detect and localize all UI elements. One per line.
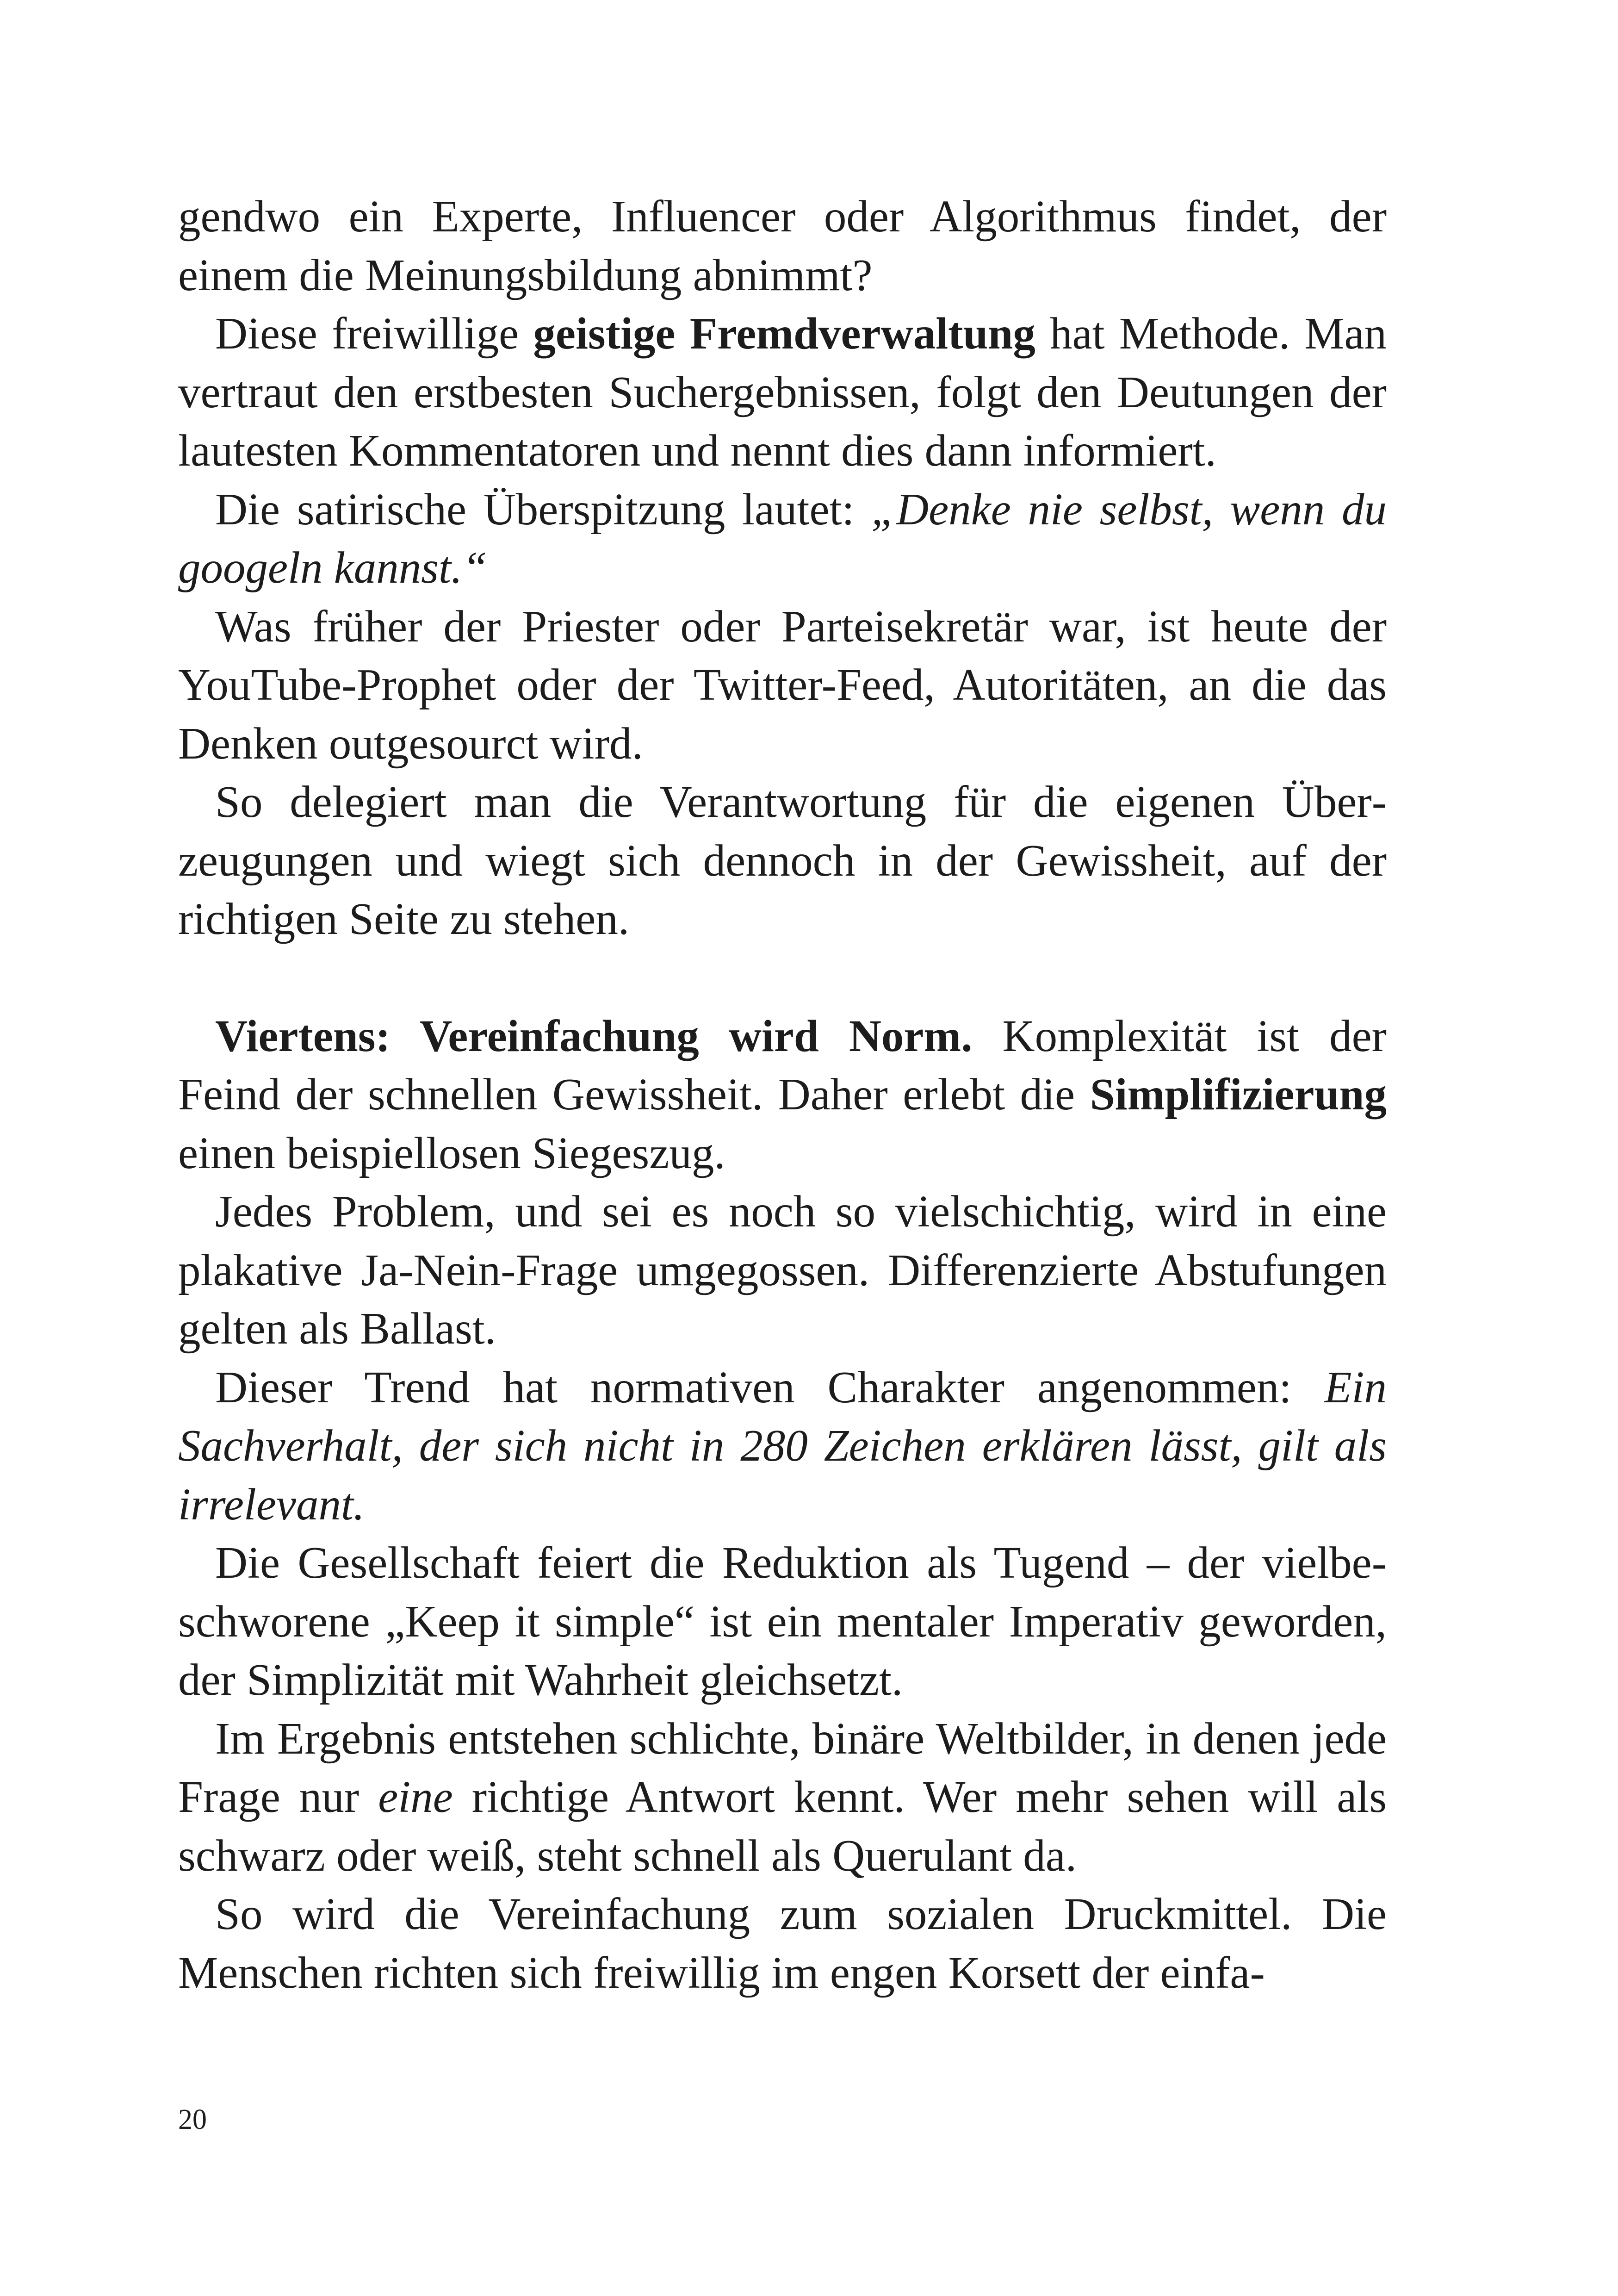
paragraph-satire-quote (178, 480, 1387, 597)
run-in-heading: Viertens: Vereinfachung wird Norm. (215, 1011, 973, 1061)
paragraph-continuation (178, 187, 1387, 305)
paragraph-viertens-heading (178, 1007, 1387, 1183)
paragraph-text: Die Gesellschaft feiert die Reduktion als Tugend – der vielbeschworene „Keep it simple“ ist ein mentaler Imperativ geworden, der Simplizität mit Wahrheit gleichsetzt. (178, 1538, 1387, 1705)
paragraph-text: Dieser Trend hat normativen Charakter angenommen: (215, 1362, 1325, 1412)
paragraph-ja-nein (178, 1182, 1387, 1358)
paragraph-delegation (178, 773, 1387, 949)
paragraph-fremdverwaltung (178, 305, 1387, 480)
book-page-body (178, 187, 1387, 2002)
paragraph-text: Diese freiwillige (215, 309, 533, 358)
paragraph-text: Komplexität ist der Feind der schnellen Gewissheit. Daher erlebt die (178, 1011, 1387, 1119)
paragraph-text: Jedes Problem, und sei es noch so vielschichtig, wird in eine plakative Ja-Nein-Frage umgegossen. Differenzierte Abstufungen gelten als Ballast. (178, 1187, 1387, 1353)
paragraph-binary-worldview (178, 1710, 1387, 1885)
page-number: 20 (178, 2104, 207, 2135)
paragraph-keep-it-simple (178, 1534, 1387, 1710)
italic-quote: „Denke nie selbst, wenn du googeln kannst.“ (178, 484, 1387, 592)
italic-statement: Ein Sachverhalt, der sich nicht in 280 Zeichen erklären lässt, gilt als irrelevant. (178, 1362, 1387, 1529)
paragraph-normative-trend (178, 1358, 1387, 1534)
paragraph-text: So wird die Vereinfachung zum sozialen Druckmittel. Die Menschen richten sich freiwillig im engen Korsett der einfa- (178, 1889, 1387, 1997)
paragraph-druckmittel (178, 1885, 1387, 2002)
bold-term: geistige Fremdverwaltung (533, 309, 1035, 358)
paragraph-text: So delegiert man die Verantwortung für die eigenen Überzeugungen und wiegt sich dennoch in der Gewissheit, auf der richtigen Seite zu stehen. (178, 777, 1387, 944)
paragraph-text: richtige Antwort kennt. Wer mehr sehen will als schwarz oder weiß, steht schnell als Querulant da. (178, 1772, 1387, 1880)
section-spacer (178, 949, 1387, 1007)
italic-emphasis: eine (378, 1772, 453, 1822)
paragraph-prophet (178, 597, 1387, 773)
bold-term: Simplifizierung (1090, 1070, 1387, 1119)
paragraph-text: hat Methode. Man vertraut den erstbesten Suchergebnissen, folgt den Deutungen der lautesten Kommentatoren und nennt dies dann informiert. (178, 309, 1387, 475)
paragraph-text: gendwo ein Experte, Influencer oder Algorithmus findet, der einem die Meinungsbildung abnimmt? (178, 192, 1387, 300)
paragraph-text: Die satirische Überspitzung lautet: (215, 484, 872, 534)
paragraph-text: Was früher der Priester oder Parteisekretär war, ist heute der YouTube-Prophet oder der Twitter-Feed, Autoritäten, an die das Denken outgesourct wird. (178, 601, 1387, 768)
paragraph-text: Im Ergebnis entstehen schlichte, binäre Weltbilder, in denen jede Frage nur (178, 1713, 1387, 1822)
paragraph-text: einen beispiellosen Siegeszug. (178, 1128, 725, 1178)
